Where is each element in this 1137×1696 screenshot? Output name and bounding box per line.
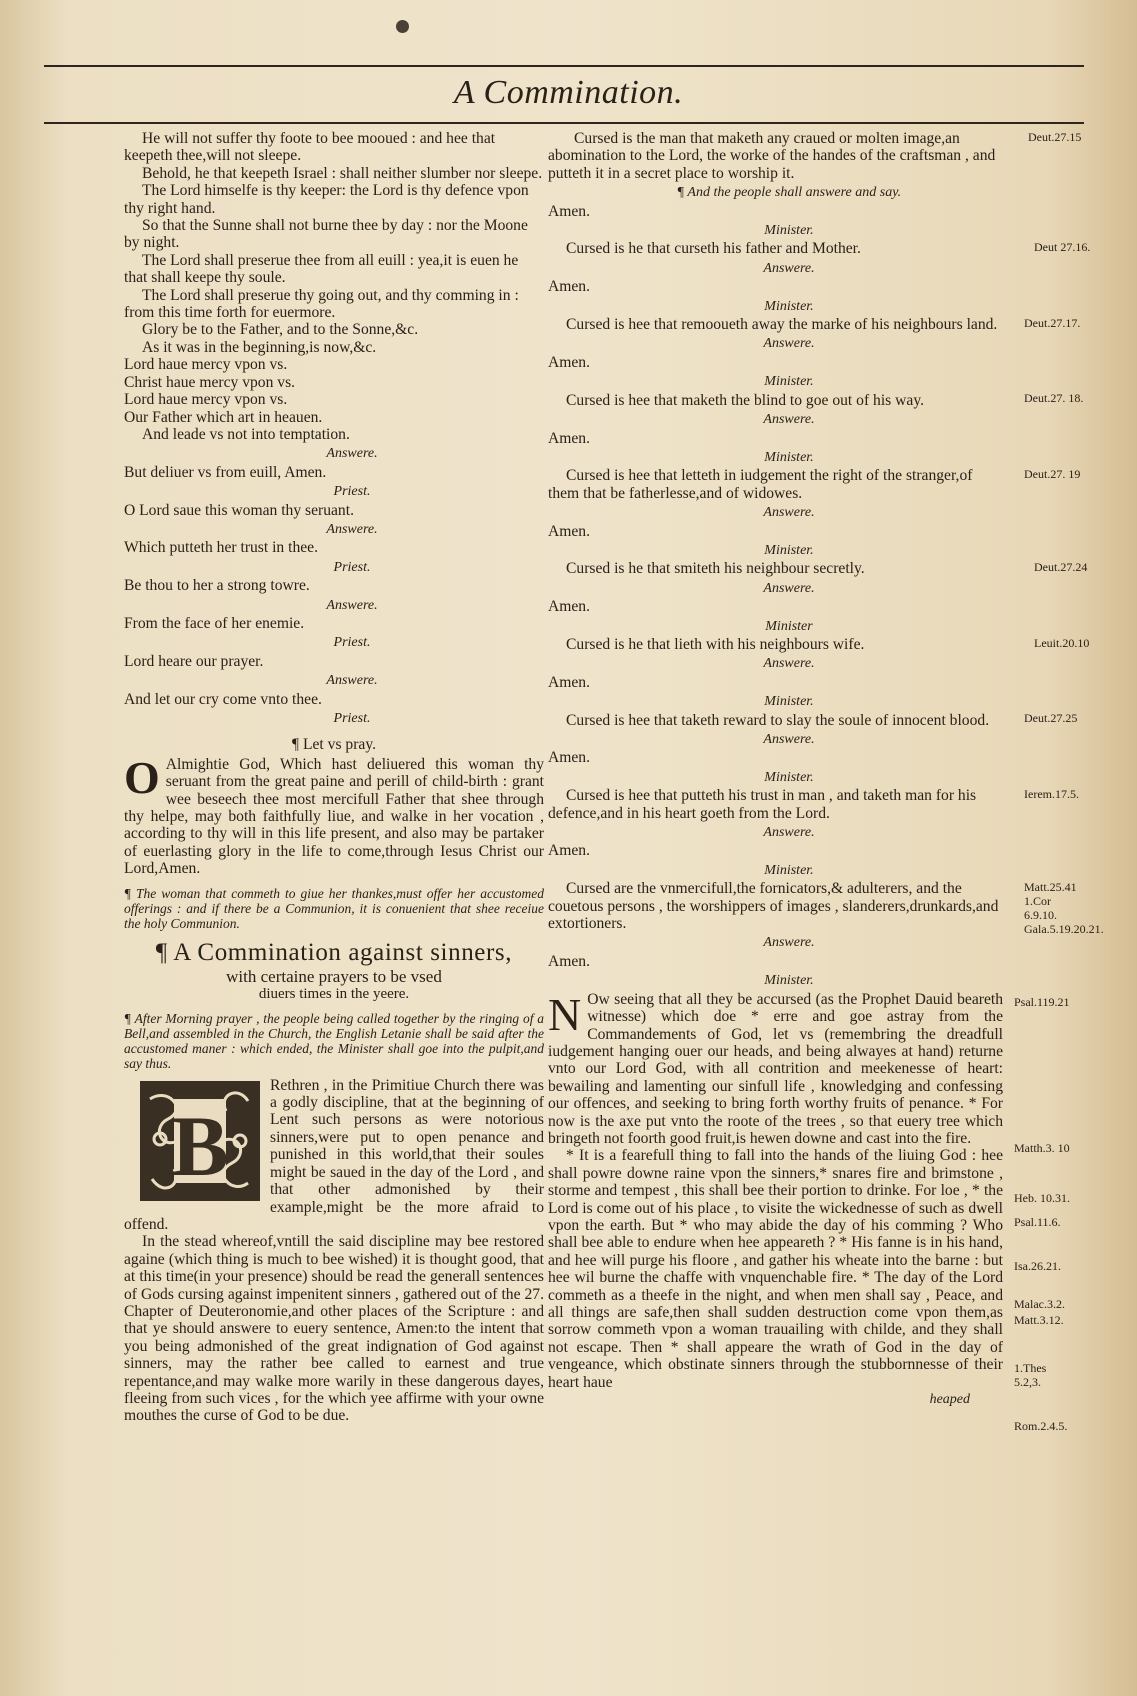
- minister-label: Minister.: [764, 223, 814, 239]
- curse-text: Cursed is hee that taketh reward to slay the soule of innocent blood.: [566, 711, 990, 729]
- margin-ref: Psal.11.6.: [1014, 1214, 1061, 1229]
- curse-text: Cursed is hee that maketh the blind to goe out of his way.: [566, 391, 925, 409]
- right-column: [548, 130, 1104, 1433]
- answer-label: Answere.: [763, 505, 815, 521]
- decorated-initial-b: [138, 1079, 262, 1203]
- gloria: Glory be to the Father, and to the Sonne,&c.: [142, 321, 419, 339]
- collect-paragraph: [124, 751, 544, 878]
- versicle: And let our cry come vnto thee.: [124, 690, 322, 708]
- minister-label: Minister.: [764, 973, 814, 989]
- answer-label: Answere.: [763, 935, 815, 951]
- amen: Amen.: [548, 353, 591, 371]
- left-column: [124, 130, 544, 1425]
- running-head: A Commination.: [453, 74, 684, 111]
- versicle: Be thou to her a strong towre.: [124, 577, 310, 595]
- final-text: Ow seeing that all they be accursed (as the Prophet Dauid beareth witnesse) which doe * erre and goe astray from the Commandements of God, let vs (remembring the dreadfull iudgement hanging ouer our heads, and being alwayes at hand) returne vnto our Lord God, with all contrition and meekenesse of heart: bewailing and lamenting our sinfull life , knowledging and confessing our offences, and seeking to bring forth worthy fruits of penance. * For now is the axe put vnto the roote of the trees , so that euery tree which bringeth not foorth good fruit,is hewen downe and cast into the fire.: [548, 990, 1003, 1147]
- margin-ref: Psal.119.21: [1014, 994, 1070, 1009]
- curse-entry: [548, 373, 1084, 428]
- amen: Amen.: [548, 952, 591, 970]
- amen: Amen.: [548, 522, 591, 540]
- psalm-verse: The Lord shall preserue thy going out, and thy comming in : from this time forth for euermore.: [124, 286, 519, 322]
- exhortation-text: Rethren , in the Primitiue Church there was a godly discipline, that at the beginning of Lent such persons as were notorious sinners,were put to open penance and punished in this world,that their soules might be saued in the day of the Lord , and that other admonished by their example,might be the more afraid to offend.: [124, 1076, 544, 1233]
- versicle: Lord heare our prayer.: [124, 652, 264, 670]
- versicle: Our Father which art in heauen.: [124, 408, 323, 426]
- curse-entry: [548, 769, 1079, 842]
- curse-entry: [548, 130, 1082, 182]
- speaker-label: Priest.: [333, 635, 371, 651]
- curse-entry: [548, 618, 1090, 673]
- curse-entry: [548, 298, 1081, 353]
- margin-ref: Leuit.20.10: [1034, 635, 1090, 650]
- exhortation-paragraph-2: In the stead whereof,vntill the said discipline may bee restored againe (which thing is much to bee wished) it is thought good, that at this time(in your presence) should be read the generall sentences of Gods cursing against impenitent sinners , gathered out of the 27. Chapter of Deuteronomie,and other places of the Scripture : and that ye should answere to euery sentence, Amen:to the intent that you being admonished of the great indignation of God against sinners, may the rather bee called to earnest and true repentance,and may walke more warily in these dangerous dayes, fleeing from such vices , for the which yee affirme with your owne mouthes the curse of God to be due.: [124, 1233, 544, 1425]
- versicle: Lord haue mercy vpon vs.: [124, 356, 288, 374]
- answer-label: Answere.: [763, 580, 815, 596]
- margin-ref: Isa.26.21.: [1014, 1258, 1061, 1273]
- margin-ref: Heb. 10.31.: [1014, 1190, 1070, 1205]
- margin-ref: 1.Thes 5.2,3.: [1014, 1360, 1047, 1389]
- curse-entry: [548, 693, 1078, 748]
- psalm-verse: The Lord shall preserue thee from all euill : yea,it is euen he that shall keepe thy soule.: [124, 251, 519, 287]
- versicle: From the face of her enemie.: [124, 614, 305, 632]
- margin-ref: Matt.25.41 1.Cor 6.9.10. Gala.5.19.20.21.: [1024, 879, 1104, 936]
- section-heading: ¶ A Commination against sinners,: [155, 938, 513, 966]
- minister-label: Minister.: [764, 694, 814, 710]
- margin-ref: Deut.27.15: [1028, 130, 1082, 144]
- drop-cap-o: O: [124, 751, 160, 803]
- curse-text: Cursed is he that smiteth his neighbour secretly.: [566, 560, 865, 578]
- amen: Amen.: [548, 842, 591, 860]
- curse-text: Cursed is he that lieth with his neighbours wife.: [566, 635, 865, 653]
- curse-text: Cursed is he that curseth his father and Mother.: [566, 240, 861, 258]
- curse-entry: [548, 449, 1081, 522]
- curse-entry: [548, 542, 1088, 597]
- answer-label: Answere.: [763, 825, 815, 841]
- top-rule: [44, 65, 1084, 67]
- curse-text: Cursed is hee that letteth in iudgement the right of the stranger,of them that be fatherlesse,and of widowes.: [548, 467, 973, 502]
- minister-label: Minister.: [764, 374, 814, 390]
- minister-label: Minister.: [764, 449, 814, 465]
- psalm-verse: Behold, he that keepeth Israel : shall neither slumber nor sleepe.: [142, 164, 543, 182]
- versicle: But deliuer vs from euill, Amen.: [124, 463, 327, 481]
- collect-text: Almightie God, Which hast deliuered this woman thy seruant from the great paine and perill of child-birth : grant wee beseech thee most mercifull Father that shee through thy helpe, may both faithfully liue, and walke in her vocation , according to thy will in this life present, and also may be partaker of euerlasting glory in the life to come,through Iesus Christ our Lord,Amen.: [124, 755, 544, 878]
- minister-label: Minister.: [764, 542, 814, 558]
- curse-text: Cursed is hee that remooueth away the marke of his neighbours land.: [566, 316, 998, 334]
- margin-ref: Deut.27.17.: [1024, 315, 1081, 330]
- let-us-pray: ¶ Let vs pray.: [292, 736, 376, 754]
- psalm-verse: So that the Sunne shall not burne thee by day : nor the Moone by night.: [124, 217, 528, 252]
- versicle: Which putteth her trust in thee.: [124, 539, 319, 557]
- final-paragraph-2: * It is a fearefull thing to fall into the hands of the liuing God : hee shall powre downe raine vpon the sinners,* snares fire and brimstone , storme and tempest , this shall bee their portion to drinke. For loe , * the Lord is come out of his place , to visite the wickednesse of such as dwell vpon the earth. But * who may abide the day of his comming ? Who shall bee able to endure when hee appeareth ? * His fanne is in his hand, and hee will purge his floore , and gather his wheate into the barne : but hee wil burne the chaffe with vnquenchable fire. * The day of the Lord commeth as a theefe in the night, and when men shall say , Peace, and all things are safe,then shall sudden destruction come vpon them,as sorrow commeth vpon a woman trauailing with childe, and they shall not escape. Then * shall appeare the wrath of God in the day of vengeance, which obstinate sinners through the stubbornnesse of their heart haue: [548, 1147, 1003, 1391]
- catchword: heaped: [929, 1392, 970, 1408]
- section-subheading: with certaine prayers to be vsed: [226, 966, 442, 986]
- speaker-label: Priest.: [333, 711, 371, 726]
- margin-ref: Deut.27.24: [1034, 559, 1088, 574]
- rubric-thanksgiving: ¶ The woman that commeth to giue her thankes,must offer her accustomed offerings : and if there be a Communion, it is conuenient that shee receiue the holy Communion.: [124, 885, 544, 931]
- rubric-people-answer: ¶ And the people shall answere and say.: [676, 185, 902, 201]
- curse-text: Cursed are the vnmercifull,the fornicators,& adulterers, and the couetous persons , the worshippers of images , slanderers,drunkards,and extortioners.: [548, 880, 999, 933]
- margin-ref: Deut.27. 19: [1024, 466, 1081, 481]
- versicle: Lord haue mercy vpon vs.: [124, 391, 288, 409]
- rubric-commination: ¶ After Morning prayer , the people being called together by the ringing of a Bell,and assembled in the Church, the English Letanie shall be said after the accustomed maner : which ended, the Minister shall goe into the pulpit,and say thus.: [124, 1010, 544, 1071]
- minister-label: Minister.: [764, 862, 814, 878]
- drop-cap-n: N: [548, 988, 582, 1040]
- margin-ref: Matt.3.12.: [1014, 1312, 1064, 1327]
- curse-entry: [548, 862, 1104, 952]
- answer-label: Answere.: [763, 336, 815, 352]
- header-rule: [44, 122, 1084, 124]
- margin-ref: Rom.2.4.5.: [1014, 1418, 1068, 1433]
- margin-ref: Ierem.17.5.: [1024, 786, 1079, 801]
- answer-label: Answere.: [763, 656, 815, 672]
- curse-text: Cursed is the man that maketh any craued or molten image,an abomination to the Lord, the worke of the handes of the craftsman , and putteth it in a secret place to worship it.: [548, 130, 996, 182]
- psalm-verse: He will not suffer thy foote to bee mooued : and hee that keepeth thee,will not sleepe.: [124, 130, 496, 165]
- amen: Amen.: [548, 278, 591, 296]
- margin-ref: Deut 27.16.: [1034, 240, 1091, 255]
- versicle: Christ haue mercy vpon vs.: [124, 373, 296, 391]
- ink-blot: [396, 20, 409, 33]
- speaker-label: Answere.: [326, 521, 378, 537]
- speaker-label: Answere.: [326, 597, 378, 613]
- section-subheading-2: diuers times in the yeere.: [258, 985, 410, 1002]
- speaker-label: Priest.: [333, 484, 371, 500]
- speaker-label: Answere.: [326, 446, 378, 462]
- curse-entry: [548, 222, 1091, 277]
- amen: Amen.: [548, 749, 591, 767]
- margin-ref: Matth.3. 10: [1014, 1140, 1070, 1155]
- minister-label: Minister.: [764, 298, 814, 314]
- exhortation-paragraph: [124, 1077, 544, 1234]
- amen: Amen.: [548, 598, 591, 616]
- versicle: O Lord saue this woman thy seruant.: [124, 501, 354, 519]
- answer-label: Answere.: [763, 412, 815, 428]
- speaker-label: Answere.: [326, 673, 378, 689]
- final-paragraph: [548, 988, 1003, 1148]
- amen: Amen.: [548, 202, 591, 220]
- margin-ref: Deut.27.25: [1024, 711, 1078, 726]
- margin-ref: Malac.3.2.: [1014, 1296, 1065, 1311]
- amen: Amen.: [548, 673, 591, 691]
- speaker-label: Priest.: [333, 559, 371, 575]
- amen: Amen.: [548, 429, 591, 447]
- gloria-cont: As it was in the beginning,is now,&c.: [142, 338, 377, 356]
- versicle: And leade vs not into temptation.: [142, 425, 350, 443]
- curse-text: Cursed is hee that putteth his trust in man , and taketh man for his defence,and in his heart goeth from the Lord.: [548, 787, 977, 822]
- margin-ref: Deut.27. 18.: [1024, 391, 1084, 406]
- minister-label: Minister.: [764, 769, 814, 785]
- minister-label: Minister: [765, 618, 813, 634]
- answer-label: Answere.: [763, 732, 815, 747]
- psalm-verse: The Lord himselfe is thy keeper: the Lord is thy defence vpon thy right hand.: [124, 182, 529, 217]
- answer-label: Answere.: [763, 260, 815, 276]
- initial-letter: B: [171, 1097, 229, 1194]
